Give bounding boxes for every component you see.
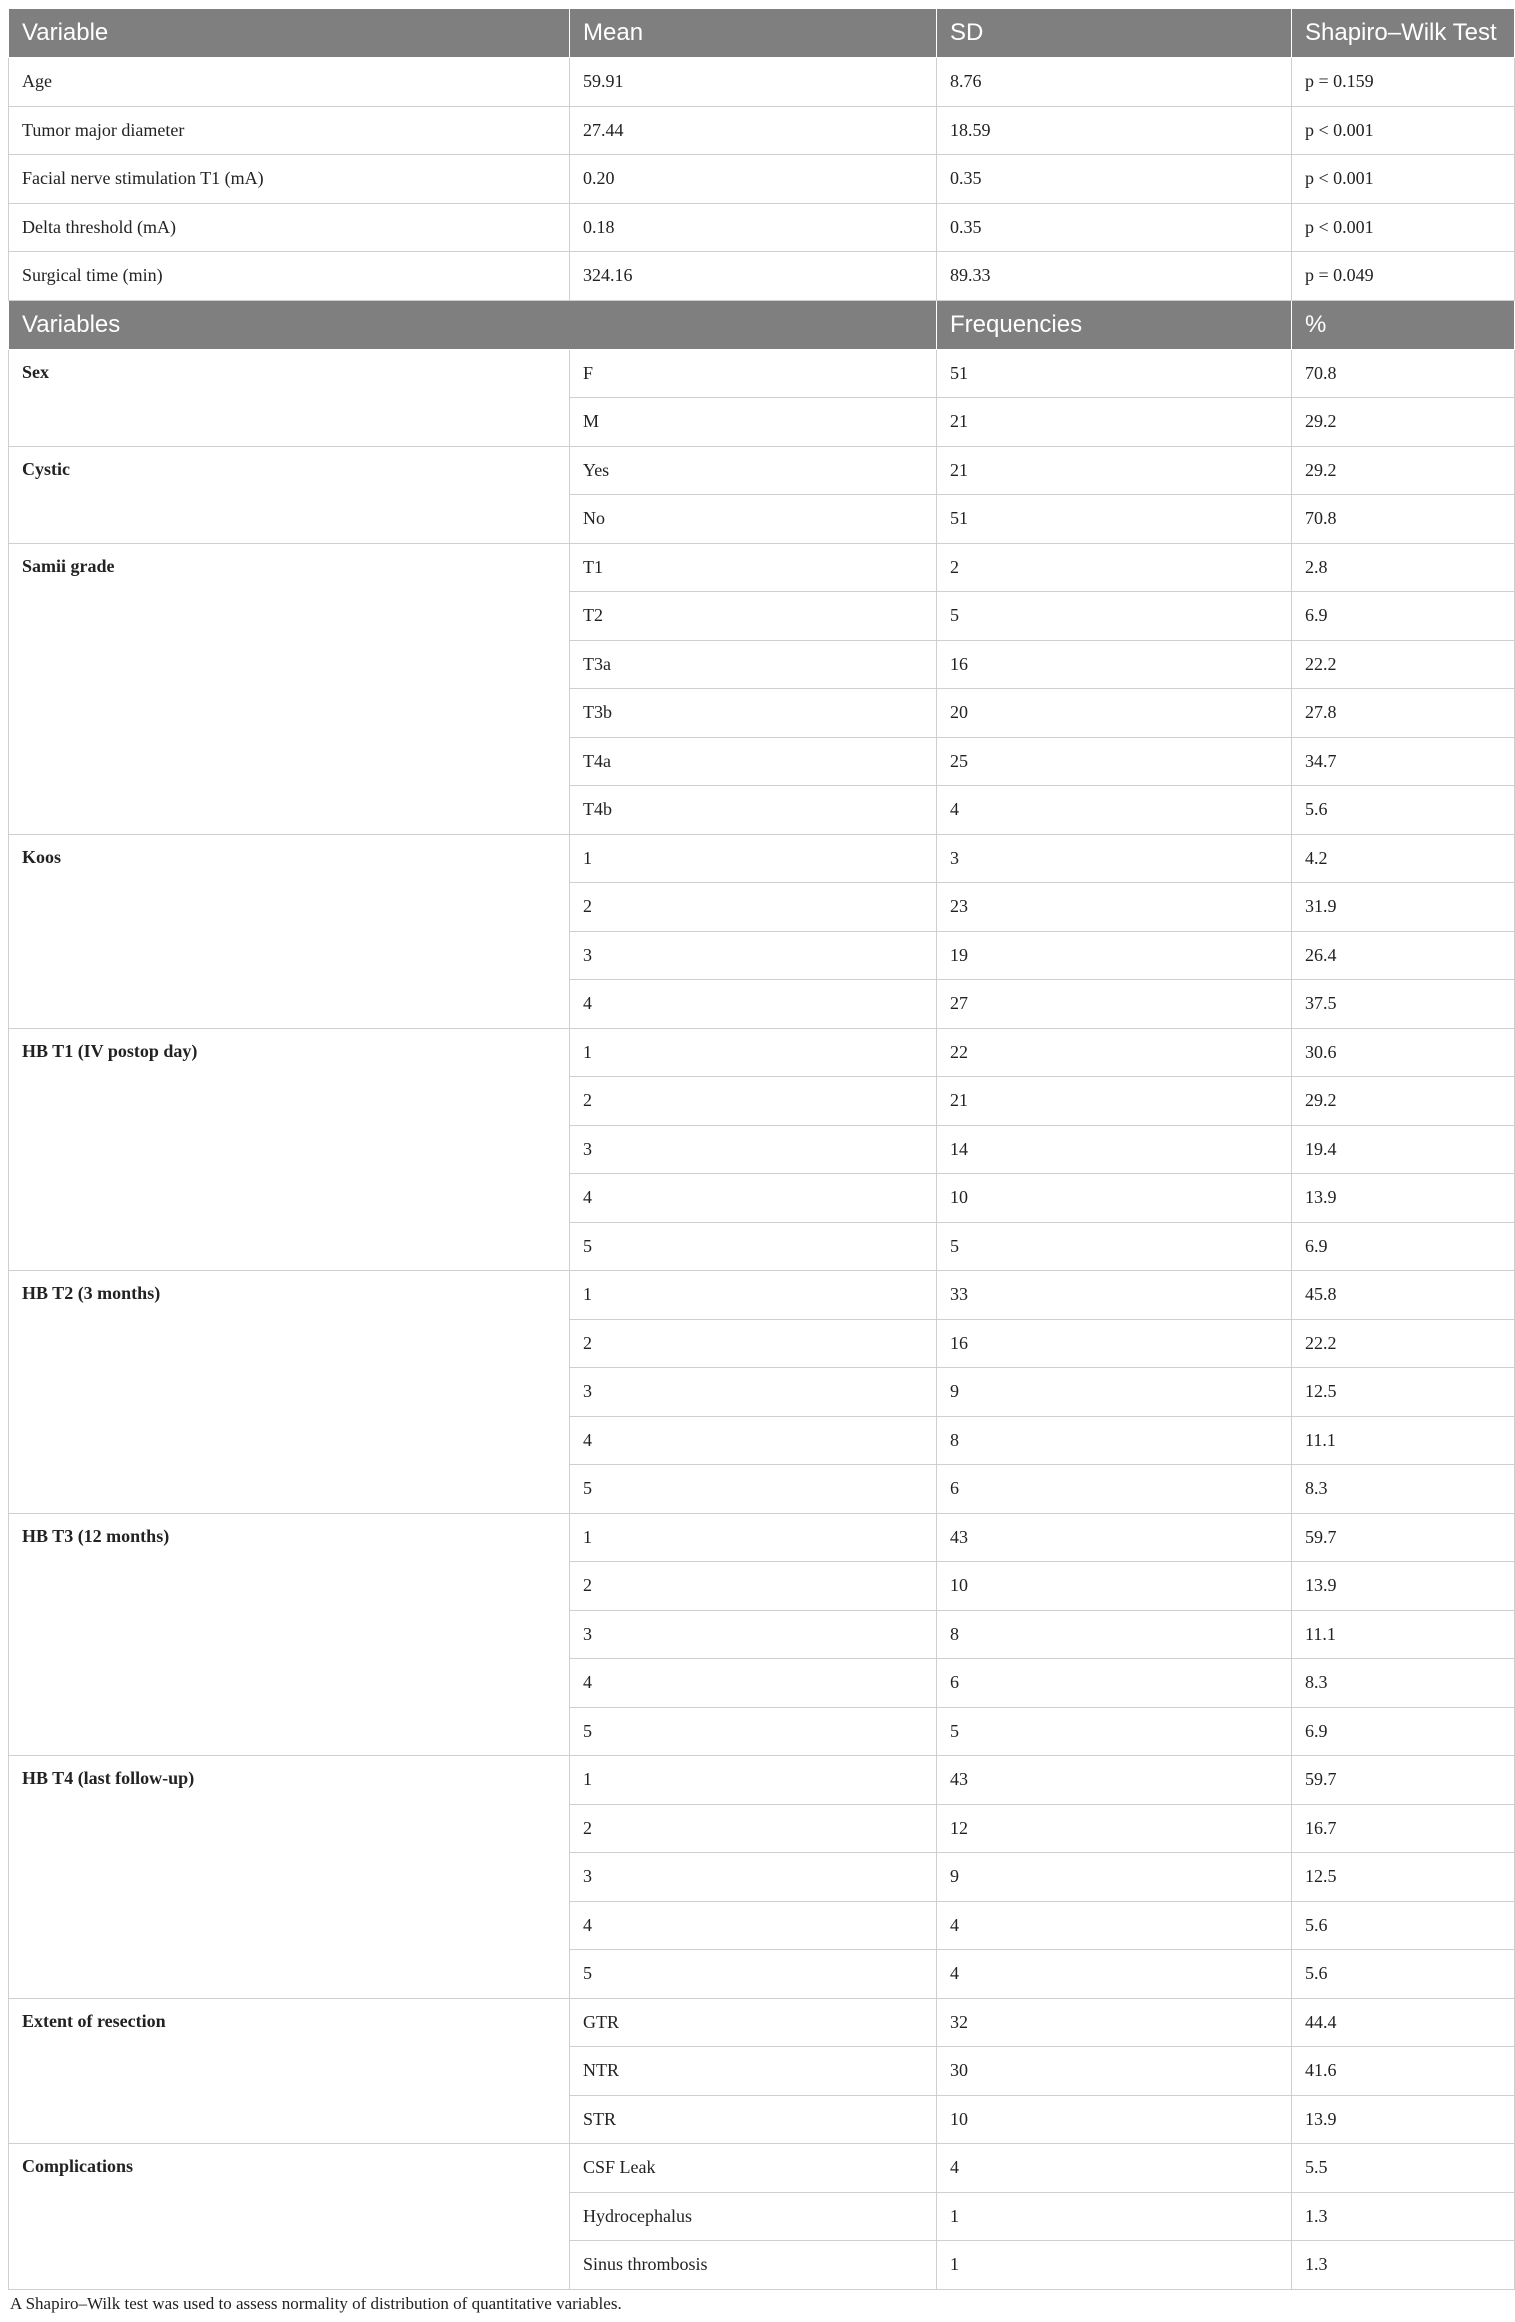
table-row	[9, 58, 1515, 107]
table-cell: 89.33	[937, 252, 1292, 301]
table-cell: T1	[570, 543, 937, 592]
quantitative-header-cell: Variable	[9, 9, 570, 58]
table-cell: Tumor major diameter	[9, 106, 570, 155]
table-row	[9, 2144, 1515, 2193]
table-cell: 1	[570, 1271, 937, 1320]
statistics-table	[8, 8, 1515, 2290]
table-cell: 8.76	[937, 58, 1292, 107]
table-row	[9, 106, 1515, 155]
table-cell: 2.8	[1292, 543, 1515, 592]
table-cell: T3b	[570, 689, 937, 738]
table-cell: 16	[937, 640, 1292, 689]
table-cell: 22.2	[1292, 640, 1515, 689]
table-cell: 8	[937, 1416, 1292, 1465]
table-cell: 51	[937, 349, 1292, 398]
table-row	[9, 1271, 1515, 1320]
table-cell: 19	[937, 931, 1292, 980]
table-cell: 44.4	[1292, 1998, 1515, 2047]
table-cell: 1.3	[1292, 2192, 1515, 2241]
table-cell: 6	[937, 1465, 1292, 1514]
table-cell: 70.8	[1292, 349, 1515, 398]
table-cell: 43	[937, 1756, 1292, 1805]
table-cell: 5	[570, 1222, 937, 1271]
table-cell: 3	[570, 931, 937, 980]
table-cell: 5	[570, 1707, 937, 1756]
table-cell: 30	[937, 2047, 1292, 2096]
table-cell: 45.8	[1292, 1271, 1515, 1320]
table-cell: 27.44	[570, 106, 937, 155]
table-cell: 21	[937, 446, 1292, 495]
table-cell: 34.7	[1292, 737, 1515, 786]
table-cell: Facial nerve stimulation T1 (mA)	[9, 155, 570, 204]
table-cell: 18.59	[937, 106, 1292, 155]
table-cell: 3	[570, 1610, 937, 1659]
table-cell: 59.91	[570, 58, 937, 107]
quantitative-header-row	[9, 9, 1515, 58]
table-cell: 1	[937, 2241, 1292, 2290]
table-cell: 1	[570, 1028, 937, 1077]
table-cell: 4	[570, 1659, 937, 1708]
table-row	[9, 1998, 1515, 2047]
table-cell: 5	[937, 592, 1292, 641]
table-cell: 13.9	[1292, 1174, 1515, 1223]
table-row	[9, 349, 1515, 398]
table-cell: 9	[937, 1853, 1292, 1902]
table-cell: 3	[570, 1853, 937, 1902]
table-cell: T4b	[570, 786, 937, 835]
table-cell: T4a	[570, 737, 937, 786]
categorical-header-cell: Variables	[9, 300, 937, 349]
table-cell: 16.7	[1292, 1804, 1515, 1853]
table-cell: 27.8	[1292, 689, 1515, 738]
table-cell: Hydrocephalus	[570, 2192, 937, 2241]
table-cell: 30.6	[1292, 1028, 1515, 1077]
group-label-cell: HB T2 (3 months)	[9, 1271, 570, 1514]
table-row	[9, 1028, 1515, 1077]
table-cell: 1	[937, 2192, 1292, 2241]
table-cell: 59.7	[1292, 1513, 1515, 1562]
table-cell: 2	[937, 543, 1292, 592]
table-cell: 4	[570, 1174, 937, 1223]
table-cell: M	[570, 398, 937, 447]
table-cell: 4.2	[1292, 834, 1515, 883]
group-label-cell: HB T4 (last follow-up)	[9, 1756, 570, 1999]
quantitative-header-cell: SD	[937, 9, 1292, 58]
table-cell: Age	[9, 58, 570, 107]
group-label-cell: HB T3 (12 months)	[9, 1513, 570, 1756]
table-footnote: A Shapiro–Wilk test was used to assess normality of distribution of quantitative variables.	[10, 2294, 622, 2313]
table-cell: 13.9	[1292, 2095, 1515, 2144]
table-cell: 29.2	[1292, 398, 1515, 447]
group-label-cell: Complications	[9, 2144, 570, 2290]
table-cell: 21	[937, 1077, 1292, 1126]
table-cell: 59.7	[1292, 1756, 1515, 1805]
table-cell: 6.9	[1292, 1707, 1515, 1756]
table-cell: 29.2	[1292, 1077, 1515, 1126]
table-cell: No	[570, 495, 937, 544]
table-cell: 1.3	[1292, 2241, 1515, 2290]
table-cell: 5.5	[1292, 2144, 1515, 2193]
table-cell: 8.3	[1292, 1465, 1515, 1514]
table-cell: 13.9	[1292, 1562, 1515, 1611]
table-cell: 25	[937, 737, 1292, 786]
table-cell: 1	[570, 834, 937, 883]
table-cell: 2	[570, 1077, 937, 1126]
table-cell: 31.9	[1292, 883, 1515, 932]
table-cell: 324.16	[570, 252, 937, 301]
table-cell: 22.2	[1292, 1319, 1515, 1368]
table-cell: p < 0.001	[1292, 106, 1515, 155]
table-cell: Sinus thrombosis	[570, 2241, 937, 2290]
table-cell: 11.1	[1292, 1416, 1515, 1465]
table-cell: 10	[937, 1174, 1292, 1223]
table-row	[9, 1513, 1515, 1562]
table-row	[9, 1756, 1515, 1805]
table-cell: 5.6	[1292, 1901, 1515, 1950]
table-cell: 10	[937, 1562, 1292, 1611]
table-cell: 12.5	[1292, 1853, 1515, 1902]
table-cell: 37.5	[1292, 980, 1515, 1029]
table-cell: 6.9	[1292, 1222, 1515, 1271]
table-cell: 2	[570, 883, 937, 932]
table-cell: 8.3	[1292, 1659, 1515, 1708]
group-label-cell: Sex	[9, 349, 570, 446]
group-label-cell: Koos	[9, 834, 570, 1028]
table-cell: 14	[937, 1125, 1292, 1174]
categorical-header-cell: %	[1292, 300, 1515, 349]
group-label-cell: Samii grade	[9, 543, 570, 834]
table-row	[9, 543, 1515, 592]
table-row	[9, 446, 1515, 495]
table-cell: CSF Leak	[570, 2144, 937, 2193]
quantitative-header-cell: Mean	[570, 9, 937, 58]
table-cell: T2	[570, 592, 937, 641]
table-cell: 9	[937, 1368, 1292, 1417]
table-cell: 3	[937, 834, 1292, 883]
table-cell: 43	[937, 1513, 1292, 1562]
table-cell: 19.4	[1292, 1125, 1515, 1174]
table-cell: 10	[937, 2095, 1292, 2144]
table-cell: 12.5	[1292, 1368, 1515, 1417]
table-cell: 29.2	[1292, 446, 1515, 495]
table-cell: 33	[937, 1271, 1292, 1320]
table-row	[9, 252, 1515, 301]
table-cell: 5.6	[1292, 786, 1515, 835]
table-cell: 16	[937, 1319, 1292, 1368]
table-cell: p = 0.159	[1292, 58, 1515, 107]
table-cell: 5	[937, 1707, 1292, 1756]
table-cell: 32	[937, 1998, 1292, 2047]
categorical-header-cell: Frequencies	[937, 300, 1292, 349]
table-cell: Delta threshold (mA)	[9, 203, 570, 252]
table-cell: 4	[937, 2144, 1292, 2193]
table-cell: 6	[937, 1659, 1292, 1708]
table-cell: 4	[570, 1901, 937, 1950]
table-cell: 2	[570, 1319, 937, 1368]
table-cell: 1	[570, 1513, 937, 1562]
table-cell: 4	[937, 1950, 1292, 1999]
table-cell: 70.8	[1292, 495, 1515, 544]
table-cell: 5	[937, 1222, 1292, 1271]
table-cell: 4	[570, 980, 937, 1029]
table-cell: 0.35	[937, 203, 1292, 252]
table-cell: 12	[937, 1804, 1292, 1853]
quantitative-header-cell: Shapiro–Wilk Test	[1292, 9, 1515, 58]
table-cell: 0.35	[937, 155, 1292, 204]
table-cell: 5	[570, 1465, 937, 1514]
table-cell: T3a	[570, 640, 937, 689]
table-cell: 21	[937, 398, 1292, 447]
table-cell: GTR	[570, 1998, 937, 2047]
table-row	[9, 203, 1515, 252]
categorical-header-row	[9, 300, 1515, 349]
table-cell: F	[570, 349, 937, 398]
table-cell: 23	[937, 883, 1292, 932]
group-label-cell: Extent of resection	[9, 1998, 570, 2144]
table-cell: 3	[570, 1368, 937, 1417]
table-cell: 3	[570, 1125, 937, 1174]
table-cell: 22	[937, 1028, 1292, 1077]
table-cell: 41.6	[1292, 2047, 1515, 2096]
table-cell: 2	[570, 1562, 937, 1611]
table-cell: 2	[570, 1804, 937, 1853]
table-cell: 0.18	[570, 203, 937, 252]
table-cell: 27	[937, 980, 1292, 1029]
table-row	[9, 834, 1515, 883]
table-cell: 0.20	[570, 155, 937, 204]
group-label-cell: Cystic	[9, 446, 570, 543]
table-cell: 26.4	[1292, 931, 1515, 980]
statistics-table-body	[9, 9, 1515, 2290]
table-cell: STR	[570, 2095, 937, 2144]
group-label-cell: HB T1 (IV postop day)	[9, 1028, 570, 1271]
table-cell: 4	[570, 1416, 937, 1465]
table-cell: p = 0.049	[1292, 252, 1515, 301]
table-cell: 8	[937, 1610, 1292, 1659]
table-cell: 6.9	[1292, 592, 1515, 641]
table-cell: 1	[570, 1756, 937, 1805]
table-cell: 20	[937, 689, 1292, 738]
table-cell: 5	[570, 1950, 937, 1999]
table-cell: 51	[937, 495, 1292, 544]
table-cell: p < 0.001	[1292, 203, 1515, 252]
table-row	[9, 155, 1515, 204]
table-cell: 4	[937, 1901, 1292, 1950]
table-cell: 5.6	[1292, 1950, 1515, 1999]
table-cell: 11.1	[1292, 1610, 1515, 1659]
table-cell: Yes	[570, 446, 937, 495]
table-cell: p < 0.001	[1292, 155, 1515, 204]
table-cell: Surgical time (min)	[9, 252, 570, 301]
table-container	[8, 8, 1497, 2290]
table-cell: NTR	[570, 2047, 937, 2096]
table-cell: 4	[937, 786, 1292, 835]
